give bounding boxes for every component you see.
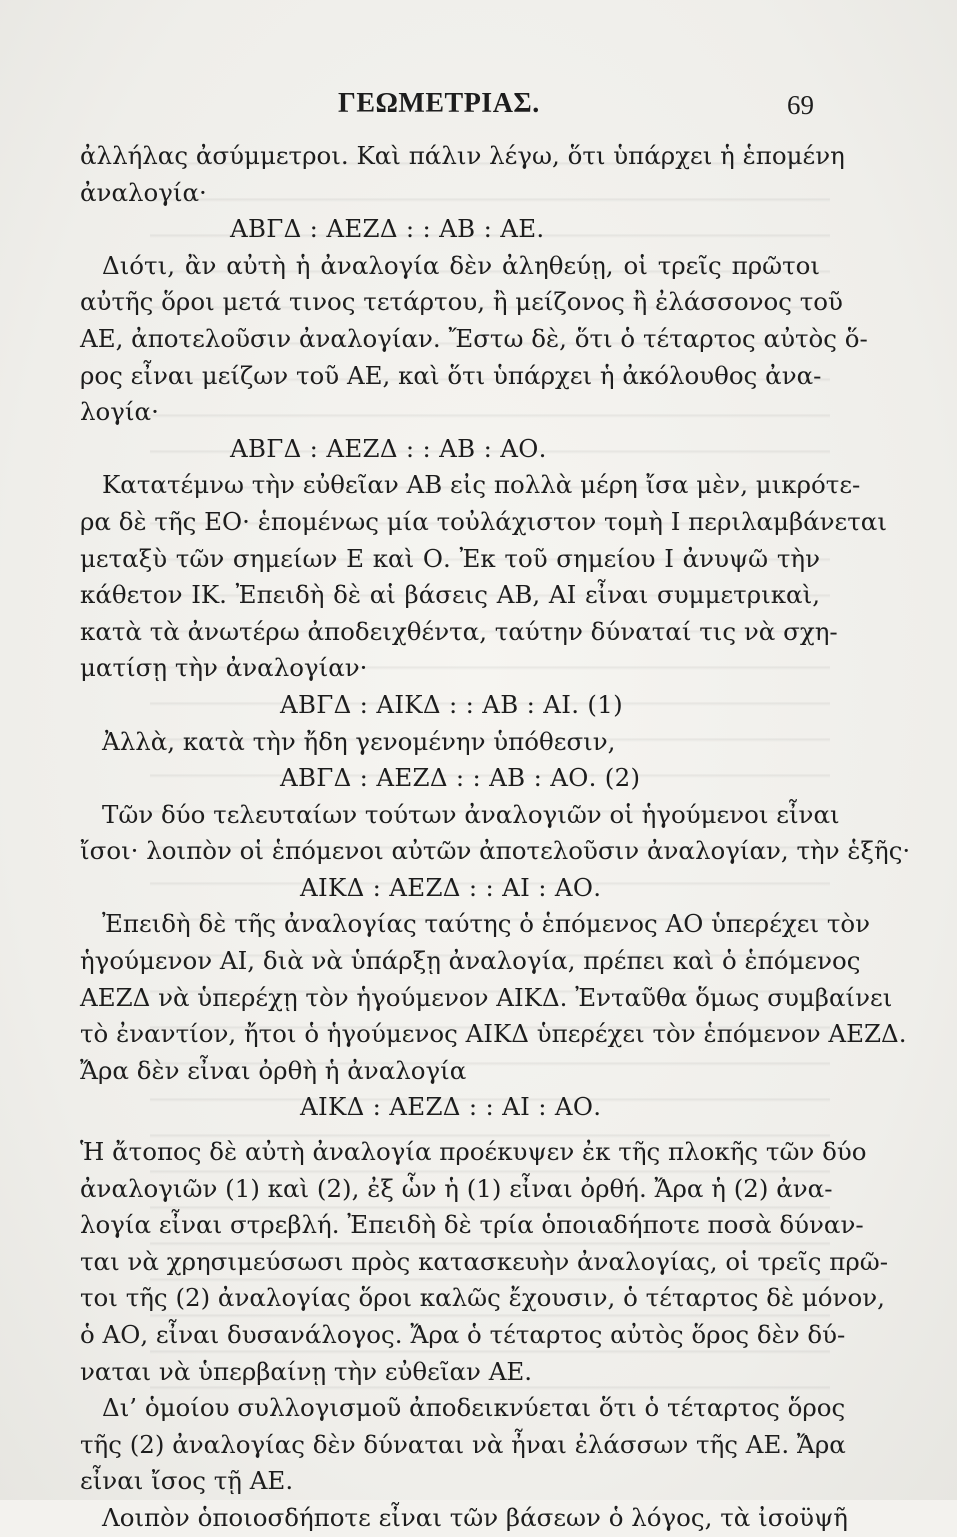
text-line: ται νὰ χρησιμεύσωσι πρὸς κατασκευὴν ἀναλογίας, οἱ τρεῖς πρῶ- bbox=[80, 1246, 889, 1276]
text-line: ἴσοι· λοιπὸν οἱ ἑπόμενοι αὐτῶν ἀποτελοῦσιν ἀναλογίαν, τὴν ἑξῆς· bbox=[80, 836, 911, 866]
text-line: κατὰ τὰ ἀνωτέρω ἀποδειχθέντα, ταύτην δύναταί τις νὰ σχη- bbox=[80, 616, 838, 646]
proportion-formula: ΑΒΓΔ : ΑΕΖΔ : : ΑΒ : ΑΕ. bbox=[230, 214, 545, 244]
text-line: ναται νὰ ὑπερβαίνῃ τὴν εὐθεῖαν ΑΕ. bbox=[80, 1356, 533, 1386]
paragraph-gap bbox=[80, 1126, 820, 1134]
text-line: κάθετον ΙΚ. Ἐπειδὴ δὲ αἱ βάσεις ΑΒ, ΑΙ εἶναι συμμετρικαὶ, bbox=[80, 580, 820, 610]
text-line: ὁ ΑΟ, εἶναι δυσανάλογος. Ἄρα ὁ τέταρτος αὐτὸς ὅρος δὲν δύ- bbox=[80, 1320, 846, 1349]
text-line: ματίσῃ τὴν ἀναλογίαν· bbox=[80, 653, 368, 683]
running-title: ΓΕΩΜΕΤΡΙΑΣ. bbox=[338, 88, 540, 119]
page-header bbox=[0, 88, 957, 128]
text-line: Ἡ ἄτοπος δὲ αὐτὴ ἀναλογία προέκυψεν ἐκ τῆς πλοκῆς τῶν δύο bbox=[80, 1137, 867, 1167]
text-line: εἶναι ἴσος τῇ ΑΕ. bbox=[80, 1466, 294, 1496]
proportion-formula: ΑΒΓΔ : ΑΙΚΔ : : ΑΒ : ΑΙ. (1) bbox=[280, 689, 624, 719]
text-line: λογία εἶναι στρεβλή. Ἐπειδὴ δὲ τρία ὁποιαδήποτε ποσὰ δύναν- bbox=[80, 1210, 864, 1240]
proportion-formula: ΑΒΓΔ : ΑΕΖΔ : : ΑΒ : ΑΟ. bbox=[230, 433, 547, 463]
text-line: ἀλλήλας ἀσύμμετροι. Καὶ πάλιν λέγω, ὅτι ὑπάρχει ἡ ἑπομένη bbox=[80, 141, 845, 170]
text-line: τὸ ἐναντίον, ἤτοι ὁ ἡγούμενος ΑΙΚΔ ὑπερέχει τὸν ἑπόμενον ΑΕΖΔ. bbox=[80, 1019, 907, 1049]
page-number: 69 bbox=[787, 90, 814, 120]
text-line: Δι’ ὁμοίου συλλογισμοῦ ἀποδεικνύεται ὅτι ὁ τέταρτος ὅρος bbox=[102, 1393, 846, 1423]
text-line: Λοιπὸν ὁποιοσδήποτε εἶναι τῶν βάσεων ὁ λόγος, τὰ ἰσοϋψῆ bbox=[102, 1502, 848, 1532]
text-line: λογία· bbox=[80, 397, 159, 427]
text-line: ἀναλογία· bbox=[80, 177, 207, 207]
text-line: ΑΕ, ἀποτελοῦσιν ἀναλογίαν. Ἔστω δὲ, ὅτι ὁ τέταρτος αὐτὸς ὅ- bbox=[80, 323, 868, 353]
text-line: Ἄρα δὲν εἶναι ὀρθὴ ἡ ἀναλογία bbox=[80, 1055, 467, 1085]
proportion-formula: ΑΙΚΔ : ΑΕΖΔ : : ΑΙ : ΑΟ. bbox=[300, 1092, 602, 1122]
text-line: ἀναλογιῶν (1) καὶ (2), ἐξ ὧν ἡ (1) εἶναι ὀρθή. Ἄρα ἡ (2) ἀνα- bbox=[80, 1173, 833, 1203]
text-line: Ἐπειδὴ δὲ τῆς ἀναλογίας ταύτης ὁ ἑπόμενος ΑΟ ὑπερέχει τὸν bbox=[102, 909, 871, 939]
text-line: ρος εἶναι μείζων τοῦ ΑΕ, καὶ ὅτι ὑπάρχει ἡ ἀκόλουθος ἀνα- bbox=[80, 360, 822, 390]
text-line: Διότι, ἂν αὐτὴ ἡ ἀναλογία δὲν ἀληθεύῃ, οἱ τρεῖς πρῶτοι bbox=[102, 250, 820, 280]
text-line: ρα δὲ τῆς ΕΟ· ἑπομένως μία τοὐλάχιστον τομὴ Ι περιλαμβάνεται bbox=[80, 506, 887, 536]
text-line: Κατατέμνω τὴν εὐθεῖαν ΑΒ εἰς πολλὰ μέρη ἴσα μὲν, μικρότε- bbox=[102, 470, 861, 500]
text-line: τοι τῆς (2) ἀναλογίας ὅροι καλῶς ἔχουσιν, ὁ τέταρτος δὲ μόνον, bbox=[80, 1283, 885, 1313]
proportion-formula: ΑΙΚΔ : ΑΕΖΔ : : ΑΙ : ΑΟ. bbox=[300, 872, 602, 902]
text-line: Τῶν δύο τελευταίων τούτων ἀναλογιῶν οἱ ἡγούμενοι εἶναι bbox=[102, 799, 840, 829]
proportion-formula: ΑΒΓΔ : ΑΕΖΔ : : ΑΒ : ΑΟ. (2) bbox=[280, 763, 641, 793]
text-line: ΑΕΖΔ νὰ ὑπερέχῃ τὸν ἡγούμενον ΑΙΚΔ. Ἐνταῦθα ὅμως συμβαίνει bbox=[80, 982, 893, 1012]
text-line: τῆς (2) ἀναλογίας δὲν δύναται νὰ ἦναι ἐλάσσων τῆς ΑΕ. Ἄρα bbox=[80, 1429, 846, 1459]
body-text bbox=[80, 138, 911, 1537]
text-line: Ἀλλὰ, κατὰ τὴν ἤδη γενομένην ὑπόθεσιν, bbox=[102, 726, 616, 756]
text-line: αὐτῆς ὅροι μετά τινος τετάρτου, ἢ μείζονος ἢ ἐλάσσονος τοῦ bbox=[80, 287, 843, 317]
text-line: μεταξὺ τῶν σημείων Ε καὶ Ο. Ἐκ τοῦ σημείου Ι ἀνυψῶ τὴν bbox=[80, 543, 820, 573]
text-line: ἡγούμενον ΑΙ, διὰ νὰ ὑπάρξῃ ἀναλογία, πρέπει καὶ ὁ ἑπόμενος bbox=[80, 946, 861, 976]
